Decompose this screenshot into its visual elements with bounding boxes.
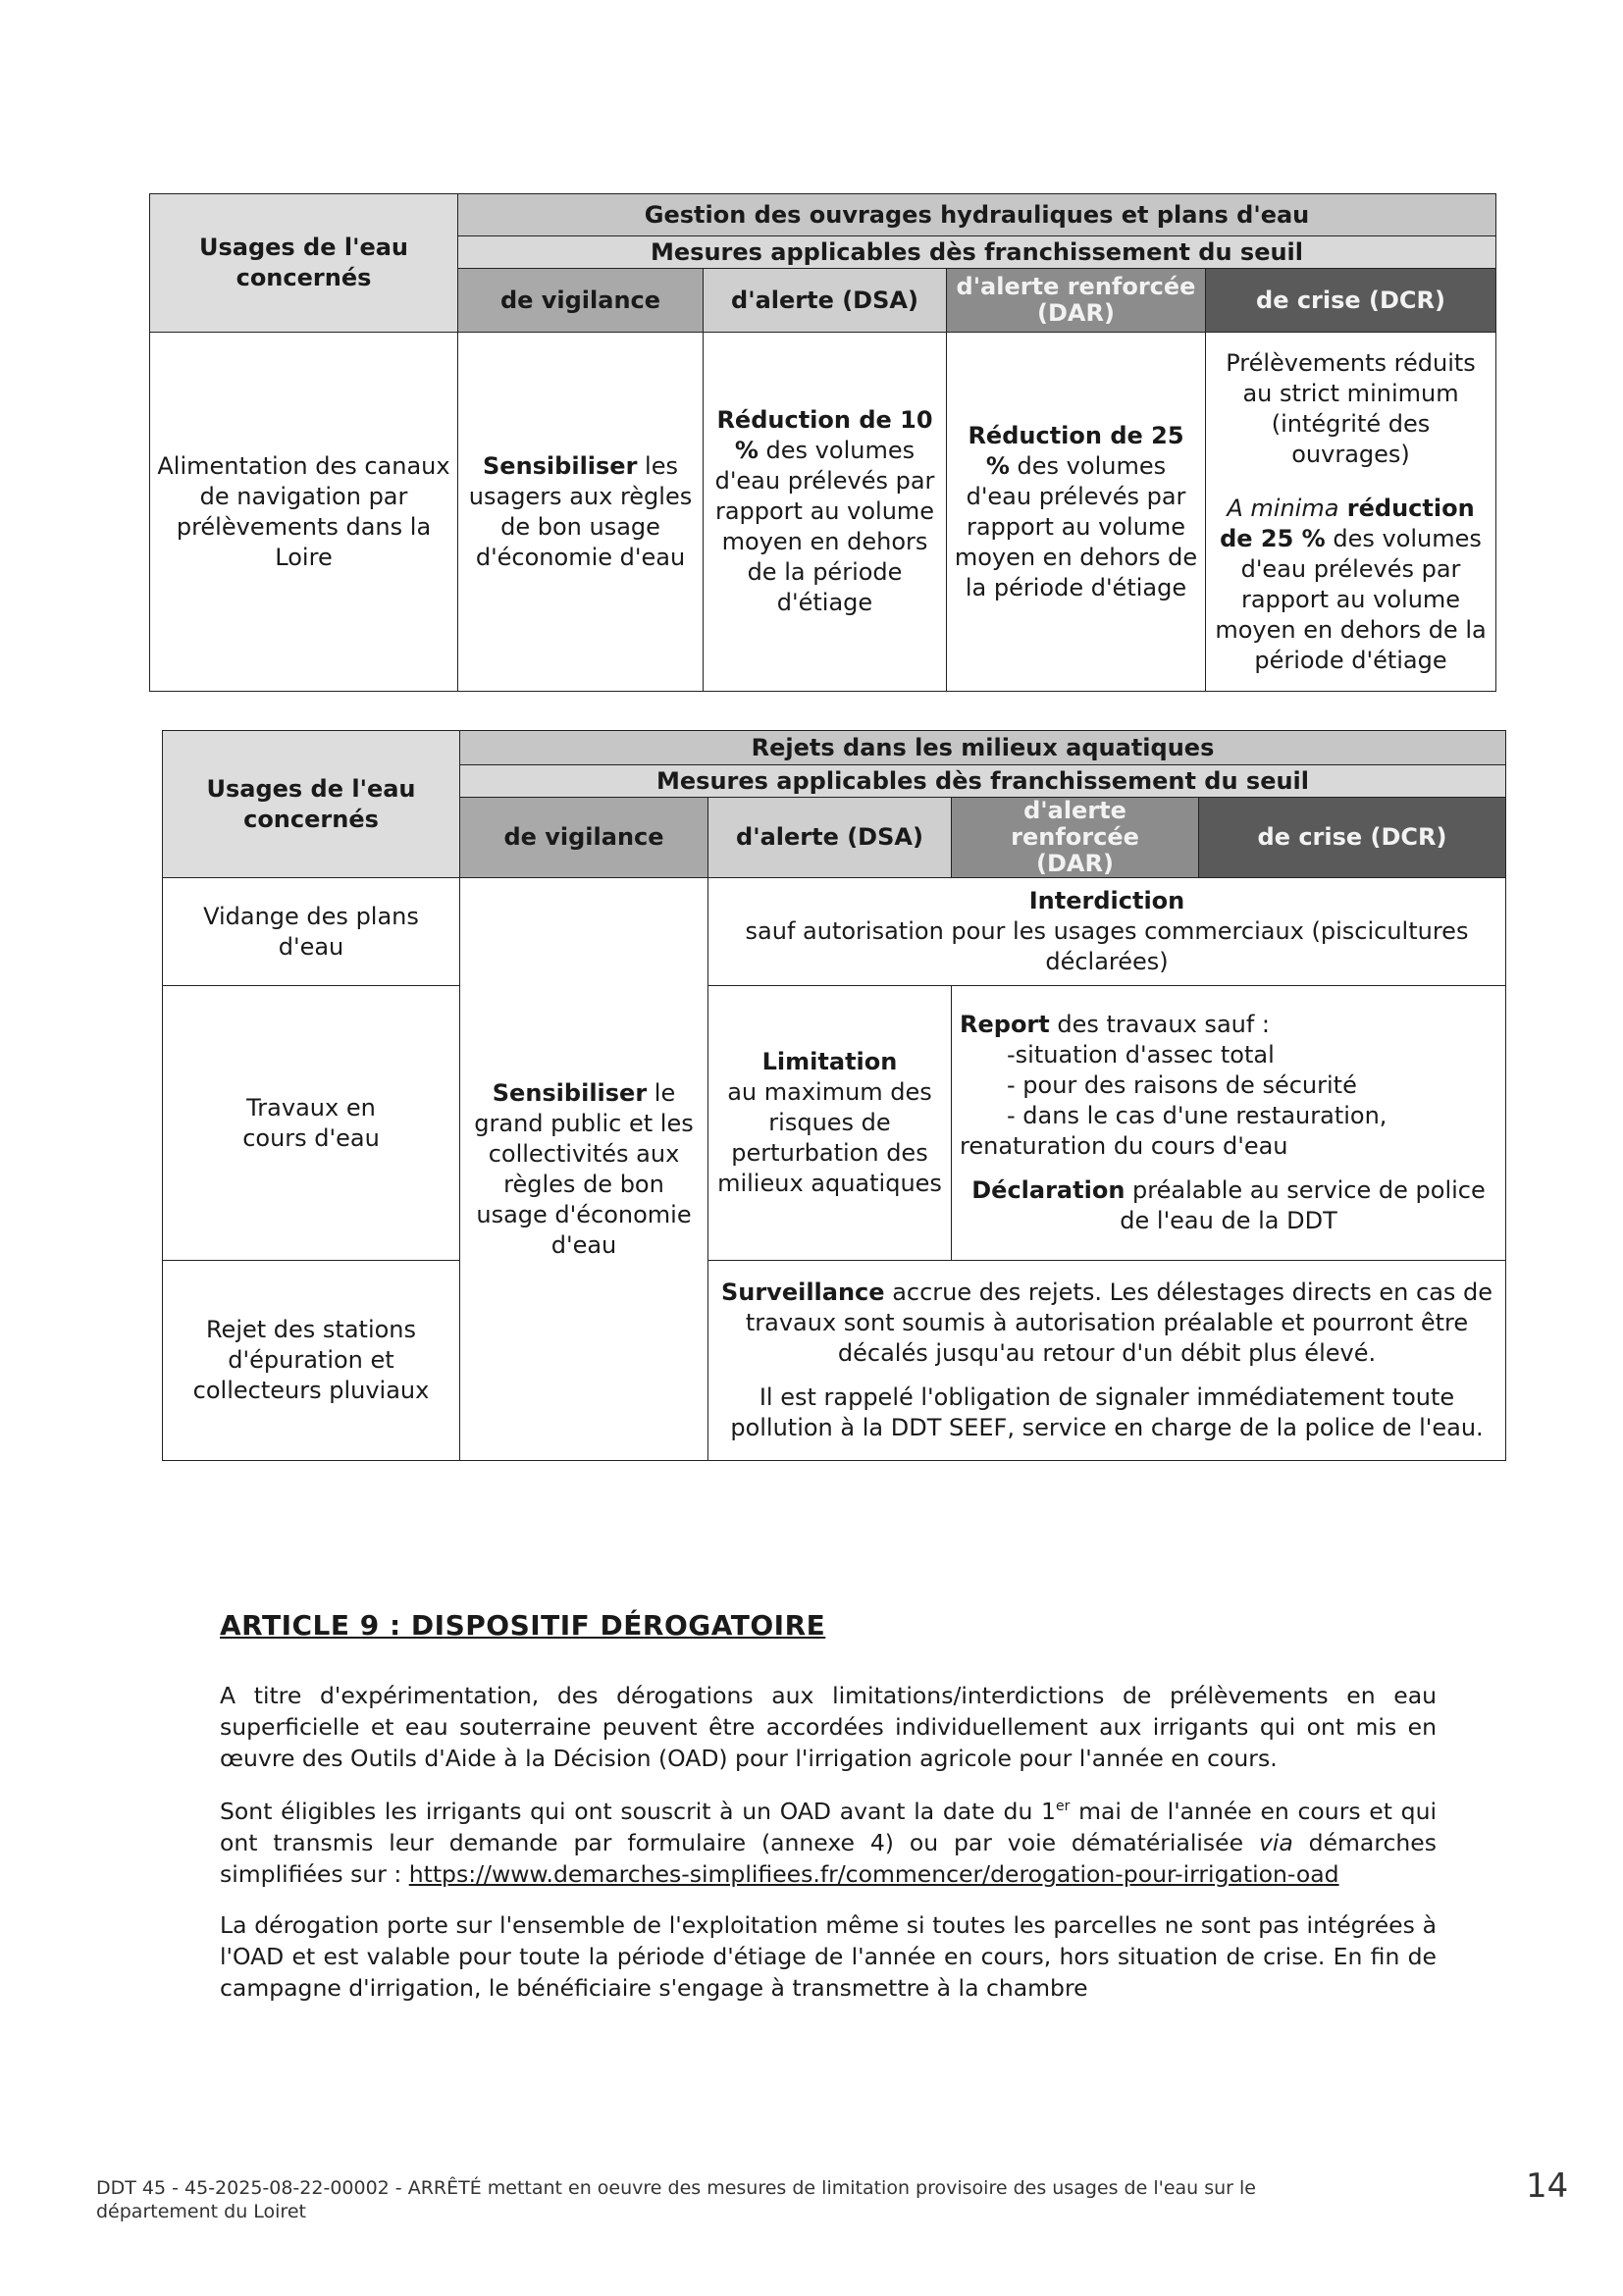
surveillance-text: accrue des rejets. Les délestages directs en cas de travaux sont soumis à autorisation préalable et pourront être décalés jusqu'au retour d'un débit plus élevé.	[745, 1278, 1493, 1367]
p2-text-a: Sont éligibles les irrigants qui ont souscrit à un OAD avant la date du 1	[220, 1798, 1056, 1825]
declaration-bold: Déclaration	[971, 1176, 1126, 1204]
dcr-bold: réduction de 25 %	[1220, 494, 1475, 552]
rappel-text: Il est rappelé l'obligation de signaler immédiatement toute pollution à la DDT SEEF, service en charge de la police de l'eau.	[730, 1383, 1484, 1441]
col-header-dar	[952, 798, 1199, 878]
dcr-text-1: Prélèvements réduits au strict minimum (intégrité des ouvrages)	[1226, 348, 1476, 468]
article-paragraph-2	[220, 1796, 1437, 1890]
limitation-text: au maximum des risques de perturbation des milieux aquatiques	[717, 1078, 942, 1197]
report-line	[960, 1010, 1497, 1040]
dcr-cell	[1206, 333, 1496, 692]
table-ouvrages-hydrauliques	[149, 193, 1496, 692]
report-item-2: - pour des raisons de sécurité	[1007, 1071, 1357, 1099]
col-header-dcr: de crise (DCR)	[1206, 269, 1496, 333]
interdiction-text: sauf autorisation pour les usages commerciaux (piscicultures déclarées)	[745, 917, 1469, 975]
interdiction-cell	[708, 878, 1506, 986]
vigilance-cell	[460, 878, 708, 1461]
table-subtitle: Mesures applicables dès franchissement du seuil	[458, 236, 1496, 269]
p2-text-b: mai de l'année en cours et qui ont transmis leur demande par formulaire (annexe 4) ou par voie dématérialisée	[220, 1798, 1438, 1856]
article-paragraph-1: A titre d'expérimentation, des dérogations aux limitations/interdictions de prélèvements en eau superficielle et eau souterraine peuvent être accordées individuellement aux irrigants qui ont mis en œuvre des Outils d'Aide à la Décision (OAD) pour l'irrigation agricole pour l'année en cours.	[220, 1682, 1437, 1772]
declaration-line	[960, 1175, 1497, 1236]
vigilance-text: le grand public et les collectivités aux règles de bon usage d'économie d'eau	[474, 1078, 694, 1259]
limitation-bold: Limitation	[761, 1048, 898, 1075]
table-subtitle: Mesures applicables dès franchissement du seuil	[460, 765, 1506, 798]
vigilance-bold: Sensibiliser	[483, 451, 638, 480]
col-header-dar-line2: (DAR)	[1037, 299, 1115, 327]
col-header-dar-line1: d'alerte renforcée	[956, 273, 1196, 300]
report-cell	[952, 986, 1506, 1261]
vigilance-cell	[458, 333, 704, 692]
col-header-dcr: de crise (DCR)	[1199, 798, 1506, 878]
table-rejets	[162, 730, 1506, 1461]
dar-text: des volumes d'eau prélevés par rapport au volume moyen en dehors de la période d'étiage	[954, 451, 1198, 601]
article-paragraph-3: La dérogation porte sur l'ensemble de l'exploitation même si toutes les parcelles ne sont pas intégrées à l'OAD et est valable pour toute la période d'étiage de l'année en cours, hors situation de crise. En fin de campagne d'irrigation, le bénéficiaire s'engage à transmettre à la chambre	[220, 1911, 1437, 2002]
col-header-dar	[947, 269, 1206, 333]
usage-header: Usages de l'eau concernés	[163, 731, 460, 878]
surveillance-bold: Surveillance	[720, 1278, 885, 1306]
vigilance-bold: Sensibiliser	[492, 1078, 648, 1107]
usage-cell-rejet-stations: Rejet des stations d'épuration et collecteurs pluviaux	[163, 1261, 460, 1461]
dsa-bold: Réduction de 10 %	[716, 406, 933, 464]
dar-bold: Réduction de 25 %	[968, 421, 1184, 480]
dcr-text-2: des volumes d'eau prélevés par rapport au volume moyen en dehors de la période d'étiage	[1215, 524, 1487, 674]
col-header-dar-line1: d'alerte renforcée	[1011, 797, 1139, 851]
limitation-cell	[708, 986, 952, 1261]
usage-cell-canaux: Alimentation des canaux de navigation par prélèvements dans la Loire	[150, 333, 458, 692]
table-title: Rejets dans les milieux aquatiques	[460, 731, 1506, 765]
derogation-link[interactable]: https://www.demarches-simplifiees.fr/commencer/derogation-pour-irrigation-oad	[408, 1860, 1339, 1888]
declaration-text: préalable au service de police de l'eau de la DDT	[1120, 1176, 1486, 1234]
col-header-dsa: d'alerte (DSA)	[704, 269, 947, 333]
article-title: ARTICLE 9 : DISPOSITIF DÉROGATOIRE	[220, 1609, 826, 1642]
report-bold: Report	[960, 1011, 1050, 1038]
p2-text-c: démarches simplifiées sur :	[220, 1829, 1437, 1888]
col-header-dsa: d'alerte (DSA)	[708, 798, 952, 878]
report-item-3: - dans le cas d'une restauration,	[1007, 1102, 1387, 1129]
dcr-italic: A minima	[1227, 494, 1339, 522]
page-number: 14	[1526, 2166, 1569, 2206]
col-header-dar-line2: (DAR)	[1036, 850, 1114, 877]
dar-cell	[947, 333, 1206, 692]
p2-italic: via	[1258, 1829, 1293, 1856]
report-item-1: -situation d'assec total	[1007, 1041, 1275, 1069]
p2-superscript: er	[1056, 1799, 1071, 1815]
usage-cell-vidange: Vidange des plans d'eau	[163, 878, 460, 986]
report-text: des travaux sauf :	[1049, 1011, 1271, 1038]
col-header-vigilance: de vigilance	[460, 798, 708, 878]
dsa-text: des volumes d'eau prélevés par rapport au volume moyen en dehors de la période d'étiage	[714, 437, 935, 616]
report-item-4: renaturation du cours d'eau	[960, 1132, 1288, 1160]
surveillance-cell	[708, 1261, 1506, 1461]
interdiction-bold: Interdiction	[1028, 887, 1185, 914]
dsa-cell	[704, 333, 947, 692]
usage-cell-travaux: Travaux en cours d'eau	[163, 986, 460, 1261]
surveillance-line	[718, 1278, 1495, 1369]
usage-header: Usages de l'eau concernés	[150, 194, 458, 333]
col-header-vigilance: de vigilance	[458, 269, 704, 333]
vigilance-text: les usagers aux règles de bon usage d'économie d'eau	[468, 451, 693, 571]
page-footer: DDT 45 - 45-2025-08-22-00002 - ARRÊTÉ mettant en oeuvre des mesures de limitation provisoire des usages de l'eau sur le département du Loiret	[96, 2177, 1256, 2222]
table-title: Gestion des ouvrages hydrauliques et plans d'eau	[458, 194, 1496, 236]
